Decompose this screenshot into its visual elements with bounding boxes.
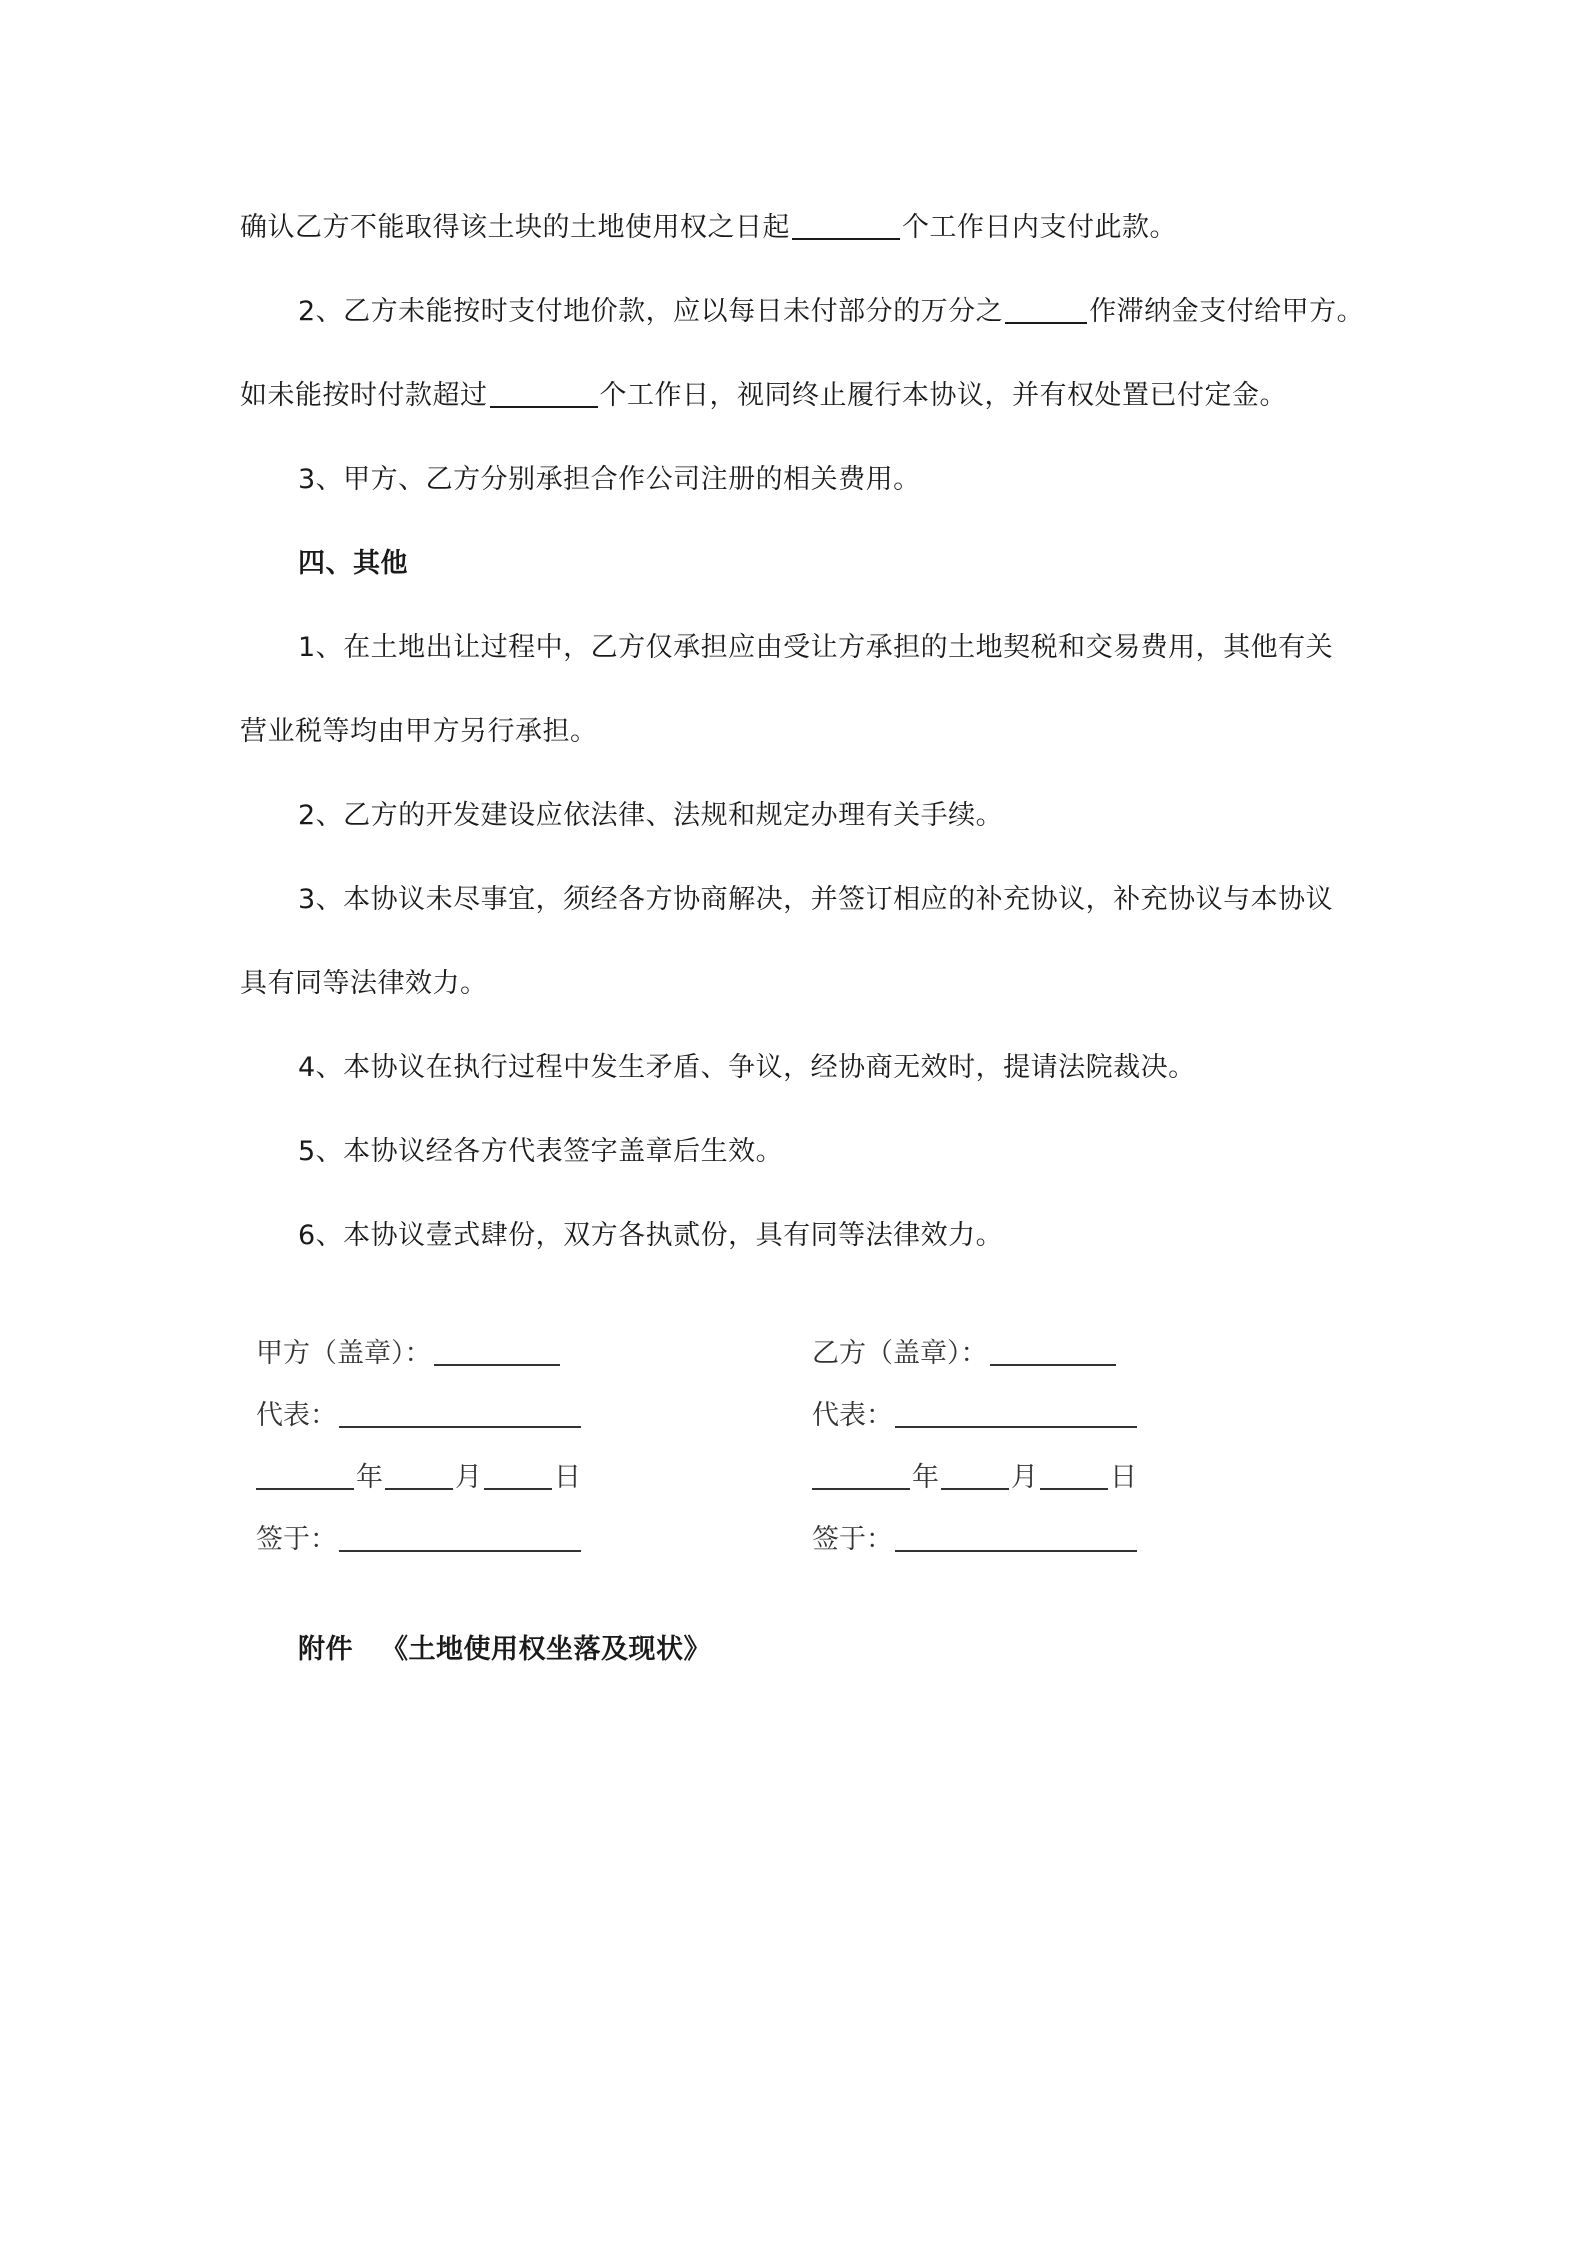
text: 如未能按时付款超过 [240,380,488,411]
fill-blank [339,1524,581,1552]
text: 个工作日内支付此款。 [902,212,1177,243]
fill-blank [1040,1462,1108,1490]
fill-blank [990,1338,1116,1366]
fill-blank [339,1400,581,1428]
paragraph-late-fee-cont [240,376,1287,416]
party-b-seal [812,1334,1118,1374]
day-label: 日 [554,1462,581,1493]
paragraph-payment-deadline [240,208,1177,248]
fill-blank [895,1400,1137,1428]
rep-label: 代表： [256,1400,337,1431]
fill-blank [490,378,598,408]
paragraph-other-1: 1、在土地出让过程中，乙方仅承担应由受让方承担的土地契税和交易费用，其他有关 [298,632,1334,663]
fill-blank [484,1462,552,1490]
seal-label: 乙方（盖章）： [812,1338,988,1369]
fill-blank [434,1338,560,1366]
attachment-label: 附件 [298,1634,353,1665]
text: 确认乙方不能取得该土块的土地使用权之日起 [240,212,790,243]
month-label: 月 [1011,1462,1038,1493]
fill-blank [941,1462,1009,1490]
party-a-seal [256,1334,562,1374]
fill-blank [385,1462,453,1490]
rep-label: 代表： [812,1400,893,1431]
seal-label: 甲方（盖章）： [256,1338,432,1369]
day-label: 日 [1110,1462,1137,1493]
fill-blank [256,1462,354,1490]
signed-at-label: 签于： [256,1524,337,1555]
paragraph-other-3: 3、本协议未尽事宜，须经各方协商解决，并签订相应的补充协议，补充协议与本协议 [298,884,1334,915]
section-heading: 四、其他 [298,548,408,579]
month-label: 月 [455,1462,482,1493]
paragraph-other-6: 6、本协议壹式肆份，双方各执贰份，具有同等法律效力。 [298,1220,1004,1251]
text: 作滞纳金支付给甲方。 [1089,296,1365,327]
paragraph-registration-fees: 3、甲方、乙方分别承担合作公司注册的相关费用。 [298,464,921,495]
fill-blank [812,1462,910,1490]
paragraph-other-4: 4、本协议在执行过程中发生矛盾、争议，经协商无效时，提请法院裁决。 [298,1052,1196,1083]
year-label: 年 [912,1462,939,1493]
paragraph-other-2: 2、乙方的开发建设应依法律、法规和规定办理有关手续。 [298,800,1004,831]
attachment-title: 《土地使用权坐落及现状》 [381,1634,711,1665]
fill-blank [895,1524,1137,1552]
fill-blank [792,210,900,240]
party-b-signed-at [812,1520,1139,1560]
party-b-date [812,1458,1137,1498]
paragraph-other-1-cont: 营业税等均由甲方另行承担。 [240,716,598,747]
party-a-representative [256,1396,583,1436]
paragraph-other-3-cont: 具有同等法律效力。 [240,968,488,999]
party-a-signed-at [256,1520,583,1560]
signed-at-label: 签于： [812,1524,893,1555]
party-b-representative [812,1396,1139,1436]
paragraph-other-5: 5、本协议经各方代表签字盖章后生效。 [298,1136,784,1167]
paragraph-late-fee [298,292,1364,332]
attachment-line [298,1630,711,1670]
text: 个工作日，视同终止履行本协议，并有权处置已付定金。 [599,380,1287,411]
party-a-date [256,1458,581,1498]
fill-blank [1005,294,1087,324]
text: 2、乙方未能按时支付地价款，应以每日未付部分的万分之 [298,296,1004,327]
year-label: 年 [356,1462,383,1493]
